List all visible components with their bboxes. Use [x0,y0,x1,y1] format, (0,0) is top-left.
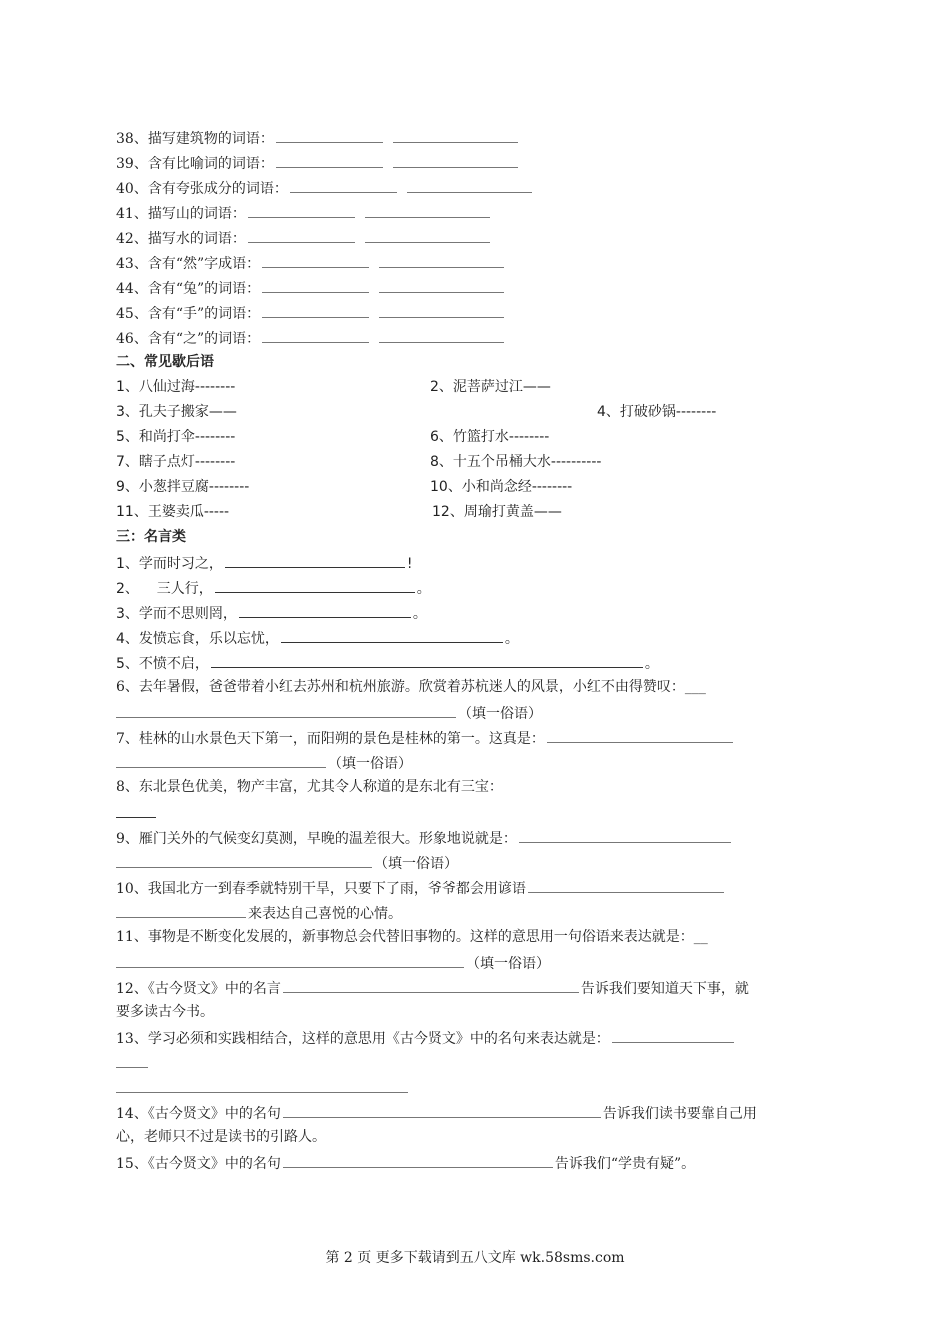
answer-blank[interactable] [116,1078,408,1093]
question-7-cont: （填一俗语） [116,753,412,773]
idiom-item: 7、瞎子点灯-------- [116,454,236,470]
idiom-item: 6、竹篮打水-------- [430,429,550,445]
question-12: 12、《古今贤文》中的名言 告诉我们要知道天下事，就 [116,978,749,998]
answer-blank[interactable] [248,228,355,243]
quote-q3: 3、学而不思则罔， 。 [116,603,427,623]
answer-blank[interactable] [379,253,504,268]
answer-blank[interactable] [116,753,326,768]
answer-blank[interactable] [116,903,246,918]
quote-q1: 1、学而时习之， ! [116,553,413,573]
answer-blank[interactable] [116,953,464,968]
question-6-cont: （填一俗语） [116,703,542,723]
vocab-46: 46、含有“之”的词语： [116,328,506,348]
answer-blank[interactable] [379,303,504,318]
question-8-cont [116,803,158,823]
answer-blank[interactable] [379,328,504,343]
answer-blank[interactable] [225,553,405,568]
answer-blank[interactable] [262,253,369,268]
question-11-cont: （填一俗语） [116,953,550,973]
question-14-cont: 心，老师只不过是读书的引路人。 [116,1129,326,1145]
answer-blank[interactable] [519,828,731,843]
idiom-item: 1、八仙过海-------- [116,379,236,395]
vocab-38: 38、描写建筑物的词语： [116,128,520,148]
question-8: 8、东北景色优美，物产丰富，尤其令人称道的是东北有三宝： [116,779,503,795]
idiom-item: 11、王婆卖瓜----- [116,504,230,520]
question-10: 10、我国北方一到春季就特别干旱，只要下了雨，爷爷都会用谚语 [116,878,726,898]
quote-q2: 2、 三人行， 。 [116,578,431,598]
answer-blank[interactable] [116,703,456,718]
question-14: 14、《古今贤文》中的名句 告诉我们读书要靠自己用 [116,1103,757,1123]
answer-blank[interactable] [262,278,369,293]
answer-blank[interactable] [276,153,383,168]
question-9: 9、雁门关外的气候变幻莫测，早晚的温差很大。形象地说就是： [116,828,733,848]
vocab-41: 41、描写山的词语： [116,203,492,223]
vocab-44: 44、含有“兔”的词语： [116,278,506,298]
answer-blank[interactable] [248,203,355,218]
answer-blank[interactable] [393,153,518,168]
idiom-item: 2、泥菩萨过江—— [430,379,551,395]
answer-blank[interactable] [393,128,518,143]
answer-blank[interactable] [528,878,724,893]
question-11: 11、事物是不断变化发展的，新事物总会代替旧事物的。这样的意思用一句俗语来表达就是：__ [116,929,708,945]
vocab-45: 45、含有“手”的词语： [116,303,506,323]
question-9-cont: （填一俗语） [116,853,458,873]
answer-blank[interactable] [262,328,369,343]
idiom-item: 8、十五个吊桶大水---------- [430,454,602,470]
vocab-43: 43、含有“然”字成语： [116,253,506,273]
question-13-cont [116,1053,150,1073]
answer-blank[interactable] [211,653,643,668]
question-13: 13、学习必须和实践相结合，这样的意思用《古今贤文》中的名句来表达就是： [116,1028,736,1048]
answer-blank[interactable] [276,128,383,143]
question-13-cont2 [116,1078,410,1098]
answer-blank[interactable] [283,1103,601,1118]
answer-blank[interactable] [281,628,503,643]
vocab-40: 40、含有夸张成分的词语： [116,178,534,198]
section-heading: 三：名言类 [116,529,186,545]
idiom-item: 5、和尚打伞-------- [116,429,236,445]
answer-blank[interactable] [262,303,369,318]
answer-blank[interactable] [290,178,397,193]
answer-blank[interactable] [379,278,504,293]
answer-blank[interactable] [239,603,411,618]
answer-blank[interactable] [612,1028,734,1043]
answer-blank[interactable] [365,203,490,218]
idiom-item: 4、打破砂锅-------- [597,404,717,420]
answer-blank[interactable] [283,1153,553,1168]
answer-blank[interactable] [116,1053,148,1068]
vocab-39: 39、含有比喻词的词语： [116,153,520,173]
idiom-item: 12、周瑜打黄盖—— [432,504,562,520]
page-footer: 第 2 页 更多下载请到五八文库 wk.58sms.com [325,1250,625,1266]
answer-blank[interactable] [547,728,733,743]
idiom-item: 3、孔夫子搬家—— [116,404,237,420]
answer-blank[interactable] [116,853,372,868]
vocab-42: 42、描写水的词语： [116,228,492,248]
section-heading: 二、常见歇后语 [116,354,214,370]
question-10-cont: 来表达自己喜悦的心情。 [116,903,402,923]
idiom-item: 9、小葱拌豆腐-------- [116,479,250,495]
answer-blank[interactable] [215,578,415,593]
answer-blank[interactable] [283,978,579,993]
question-15: 15、《古今贤文》中的名句 告诉我们“学贵有疑”。 [116,1153,695,1173]
answer-blank[interactable] [407,178,532,193]
answer-blank[interactable] [365,228,490,243]
answer-blank[interactable] [116,803,156,818]
quote-q4: 4、发愤忘食，乐以忘忧， 。 [116,628,519,648]
question-6: 6、去年暑假，爸爸带着小红去苏州和杭州旅游。欣赏着苏杭迷人的风景，小红不由得赞叹：___ [116,679,706,695]
question-12-cont: 要多读古今书。 [116,1004,214,1020]
quote-q5: 5、不愤不启， 。 [116,653,659,673]
idiom-item: 10、小和尚念经-------- [430,479,573,495]
question-7: 7、桂林的山水景色天下第一，而阳朔的景色是桂林的第一。这真是： [116,728,735,748]
